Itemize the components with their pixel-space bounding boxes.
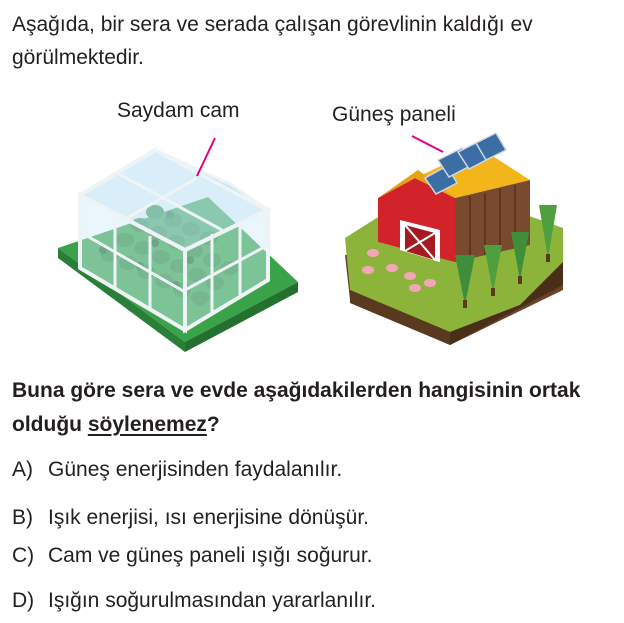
intro-text: Aşağıda, bir sera ve serada çalışan görevlinin kaldığı ev görülmektedir. (12, 13, 533, 69)
option-text: Cam ve güneş paneli ışığı soğurur. (48, 544, 373, 567)
option-text: Işık enerjisi, ısı enerjisine dönüşür. (48, 506, 369, 529)
option-d[interactable] (12, 589, 376, 613)
option-letter: A) (12, 458, 33, 481)
option-text: Güneş enerjisinden faydalanılır. (48, 458, 343, 481)
option-letter: C) (12, 544, 35, 567)
option-letter: D) (12, 589, 35, 612)
farm-house-illustration (345, 133, 563, 345)
option-c[interactable] (12, 544, 373, 568)
option-a[interactable] (12, 458, 342, 482)
greenhouse-illustration (58, 138, 298, 352)
glass-label: Saydam cam (117, 99, 240, 122)
question-negation: söylenemez (87, 413, 207, 436)
question-part1: Buna göre sera ve evde aşağıdakilerden hangisinin ortak olduğu (12, 379, 581, 436)
option-b[interactable] (12, 506, 369, 530)
question-part2: ? (206, 413, 220, 436)
question-text (12, 374, 622, 442)
option-letter: B) (12, 506, 33, 529)
option-text: Işığın soğurulmasından yararlanılır. (48, 589, 377, 612)
solar-panel-label: Güneş paneli (332, 103, 456, 126)
